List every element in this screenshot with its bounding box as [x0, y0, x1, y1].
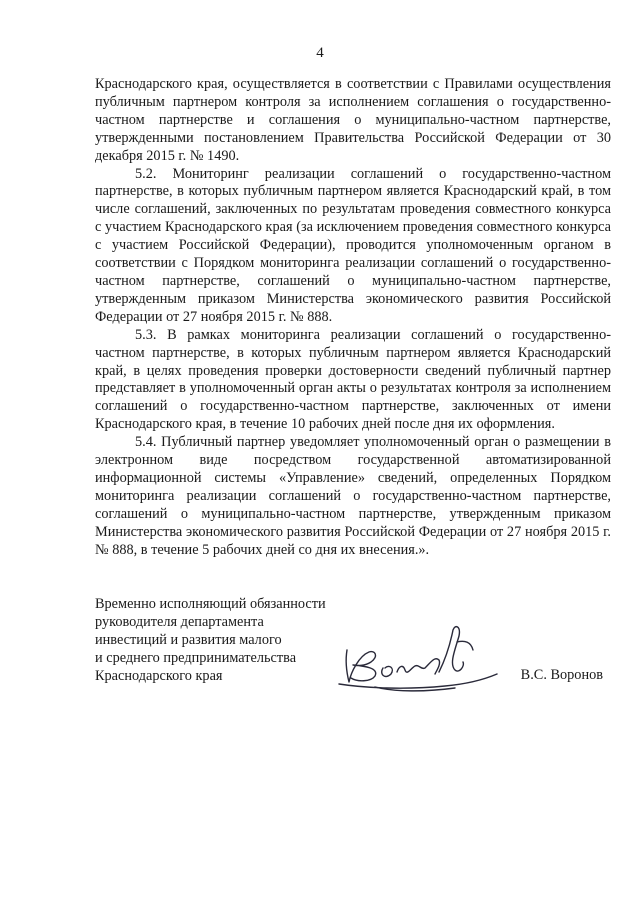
signer-position-line: руководителя департамента: [95, 613, 264, 630]
paragraph-5-4: 5.4. Публичный партнер уведомляет уполномоченный орган о размещении в электронном виде посредством государственной автоматизированной информационной системы «Управление» сведений, определенных Порядком мониторинга реализации соглашений о государственно-частном партнерстве, соглашений о муниципально-частном партнерстве, утвержденным приказом Министерства экономического развития Российской Федерации от 27 ноября 2015 г. № 888, в течение 5 рабочих дней со дня их внесения.».: [95, 434, 611, 558]
signer-position-line: и среднего предпринимательства: [95, 649, 297, 666]
signer-position-line: Краснодарского края: [95, 667, 223, 684]
signer-position-line: инвестиций и развития малого: [95, 631, 282, 648]
signature-block: [95, 596, 615, 716]
signer-name: В.С. Воронов: [520, 667, 603, 683]
paragraph-5-3: 5.3. В рамках мониторинга реализации соглашений о государственно-частном партнерстве, в которых публичным партнером является Краснодарский край, в целях проведения проверки достоверности сведений публичный партнер представляет в уполномоченный орган акты о результатах контроля за исполнением соглашений о государственно-частном партнерстве, заключенных от имени Краснодарского края, в течение 10 рабочих дней после дня их оформления.: [95, 326, 611, 433]
signer-position-line: Временно исполняющий обязанности: [95, 596, 326, 612]
document-body: [95, 76, 611, 559]
paragraph-5-2: 5.2. Мониторинг реализации соглашений о государственно-частном партнерстве, в которых публичным партнером является Краснодарский край, в том числе соглашений, заключенных по результатам проведения совместного конкурса с участием Краснодарского края (за исключением проведения совместного конкурса с участием Российской Федерации), проводится уполномоченным органом в соответствии с Порядком мониторинга реализации соглашений о государственно-частном партнерстве, соглашений о муниципально-частном партнерстве, утвержденным приказом Министерства экономического развития Российской Федерации от 27 ноября 2015 г. № 888.: [95, 165, 611, 325]
handwritten-signature: [335, 616, 505, 696]
paragraph-continuation: Краснодарского края, осуществляется в соответствии с Правилами осуществления публичным партнером контроля за исполнением соглашения о государственно-частном партнерстве и соглашения о муниципально-частном партнерстве, утвержденными постановлением Правительства Российской Федерации от 30 декабря 2015 г. № 1490.: [95, 76, 611, 164]
page-number: 4: [316, 45, 324, 61]
